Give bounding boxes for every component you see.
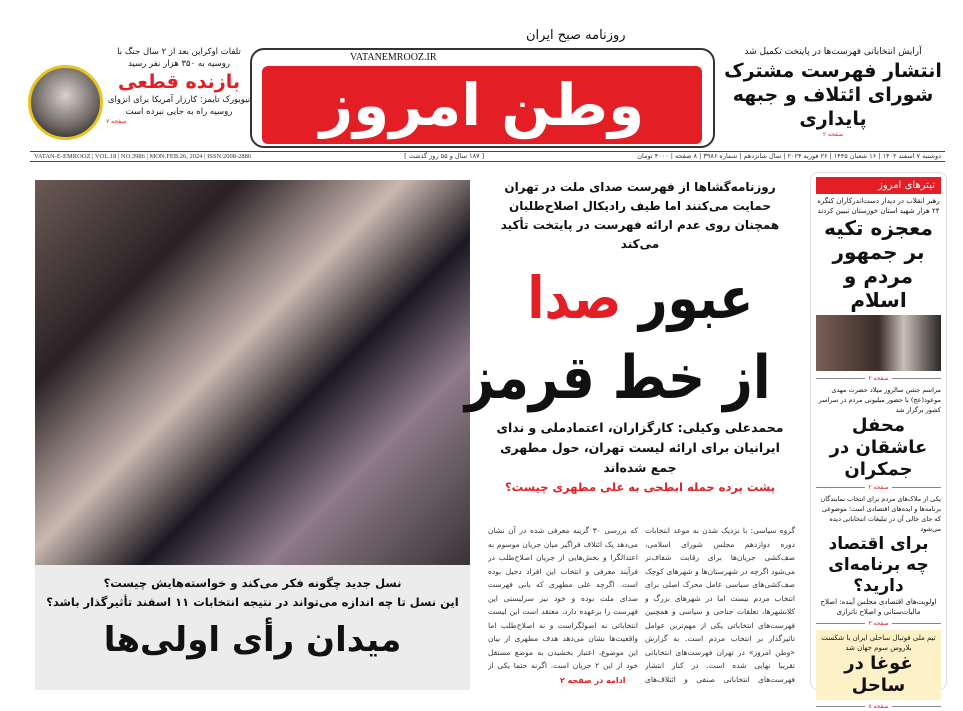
sidebar-headline-2[interactable]: محفل عاشقان در جمکران	[829, 415, 928, 480]
lead-photo	[35, 180, 470, 565]
page-ref: صفحه ۳	[868, 619, 889, 627]
divider	[816, 702, 941, 711]
issue-info-fa: دوشنبه ۷ اسفند ۱۴۰۲ | ۱۶ شعبان ۱۴۴۵ | ۲۶ فوریه ۲۰۲۴ | سال شانزدهم | شماره ۳۹۸۶ | ۸ صفحه | ۴۰۰۰ تومان	[637, 152, 941, 160]
sidebar-photo	[816, 315, 941, 371]
red-subhead: پشت پرده حمله ابطحی به علی مطهری چیست؟	[504, 480, 776, 494]
kicker: مراسم جشن سالروز میلاد حضرت مهدی موعود(عج) با حضور میلیونی مردم در سراسر کشور برگزار شد	[818, 386, 941, 414]
sidebar-headline-4: غوغا در ساحل	[844, 653, 913, 696]
headline-line2: از خط قرمز	[464, 343, 771, 413]
main-story[interactable]	[464, 178, 795, 496]
kicker: یکی از ملاک‌های مردم برای انتخاب نمایندگان برنامه‌ها و ایده‌های اقتصادی است؛ موضوعی که جای خالی آن در تبلیغات انتخاباتی دیده می‌شود	[820, 495, 941, 533]
issue-info-en: VATAN-E-EMROOZ | VOL.18 | NO.3986 | MON.FEB.26, 2024 | ISSN:2008-2886	[34, 153, 252, 160]
page-ref: صفحه ۷	[106, 118, 127, 125]
photo-story[interactable]	[35, 565, 470, 690]
newspaper-logo: وطن امروز	[262, 66, 702, 144]
sidebar-headline-1[interactable]: معجزه تکیه بر جمهور مردم و اسلام	[824, 216, 933, 312]
kicker: نسل جدید چگونه فکر می‌کند و خواسته‌هایش چیست؟	[103, 576, 402, 590]
subhead: اولویت‌های اقتصادی مجلس آینده: اصلاح مالیات‌ستانی و اصلاح ناترازی	[820, 598, 937, 616]
page-ref: صفحه ۲	[868, 483, 889, 491]
sidebar-headline-3[interactable]: برای اقتصاد چه برنامه‌ای دارید؟	[828, 534, 929, 596]
top-left-story[interactable]	[106, 46, 252, 126]
date-rule	[30, 151, 945, 162]
kicker: آرایش انتخاباتی فهرست‌ها در پایتخت تکمیل شد	[744, 47, 922, 57]
years-info: [ ۱۸۷ سال و ۵۵ روز گذشت ]	[404, 152, 485, 160]
headline-word: عبور	[638, 264, 753, 332]
website[interactable]: VATANEMROOZ.IR	[350, 52, 437, 63]
headline: انتشار فهرست مشترک شورای ائتلاف و جبهه پایداری	[724, 60, 942, 130]
kicker: روزنامه‌گشاها از فهرست صدای ملت در تهران حمایت می‌کنند اما طیف رادیکال اصلاح‌طلبان همچنان روی عدم ارائه فهرست در پایتخت تأکید می‌کند	[500, 180, 780, 251]
headline-red-word: صدا	[527, 264, 622, 332]
continue-ref[interactable]: ادامه در صفحه ۲	[560, 676, 626, 685]
body-column-1: گروه سیاسی: با نزدیک شدن به موعد انتخابات دوره دوازدهم مجلس شورای اسلامی، صف‌کشی جریان‌ها برای رقابت شفاف‌تر می‌شود اگرچه در شهرستان‌ها و شهرهای کوچک صف‌کشی‌های سیاسی عامل محرک اصلی برای انتخاب مردم نیست اما در شهرهای بزرگ و کلانشهرها، تعلقات جناحی و سیاسی و همچنین فهرست‌های انتخاباتی یکی از مهم‌ترین عوامل تاثیرگذار بر انتخاب مردم است. به گزارش «وطن امروز» در تهران فهرست‌های انتخاباتی تقریبا نهایی شده است. در کنار انتشار فهرست‌های انتخاباتی صنفی و ائتلاف‌های	[645, 526, 795, 684]
page-ref: صفحه ۸	[868, 702, 889, 710]
page-ref: صفحه ۲	[822, 131, 844, 138]
subhead: محمدعلی وکیلی: کارگزاران، اعتمادملی و ندای ایرانیان برای ارائه لیست تهران، حول مطهری جمع شده‌اند	[496, 420, 784, 475]
kicker: این نسل تا چه اندازه می‌تواند در نتیجه انتخابات ۱۱ اسفند تأثیرگذار باشد؟	[46, 595, 459, 609]
divider	[816, 619, 941, 628]
headline: بازنده قطعی	[117, 71, 241, 93]
portrait-photo	[28, 65, 103, 140]
divider	[816, 483, 941, 492]
subhead: نیویورک تایمز: کارزار آمریکا برای انزوای روسیه راه به جایی نبرده است	[107, 95, 251, 117]
sidebar-headlines	[810, 172, 947, 710]
body-column-2: که بررسی ۳۰ گزینه معرفی شده در آن نشان می‌دهد یک ائتلاف فراگیر میان جریان موسوم به اعتدالگرا و بخش‌هایی از جریان اصلاح‌طلب در فرآیند معرفی و انتخاب این افراد دخیل بوده است. اگرچه علی مطهری که بانی فهرست صدای ملت بوده و خود نیز سرلیستی این فهرست را برعهده دارد، معتقد است این لیست انتخاباتی نه اصولگراست و نه اصلاح‌طلب اما واقعیت‌ها نشان می‌دهد هدف مطهری از بیان این موضوع، اعتبار بخشیدن به موضع مستقل خود از این ۲ جریان است. اگرنه حتما یکی از	[488, 526, 638, 670]
headline: میدان رأی اولی‌ها	[103, 620, 402, 660]
todays-headlines-badge: تیترهای امروز	[816, 177, 941, 194]
kicker: تلفات اوکراین بعد از ۲ سال جنگ با روسیه به ۳۵۰ هزار نفر رسید	[117, 47, 241, 69]
kicker: رهبر انقلاب در دیدار دست‌اندرکاران کنگره ۲۴ هزار شهید استان خوزستان تبیین کردند	[817, 197, 940, 215]
divider	[816, 374, 941, 383]
page-ref: صفحه ۲	[868, 374, 889, 382]
tagline: روزنامه صبح ایران	[520, 28, 632, 44]
headline-line1	[485, 258, 795, 338]
top-right-story[interactable]	[718, 46, 948, 139]
kicker: تیم ملی فوتبال ساحلی ایران با شکست بلاروس سوم جهان شد	[821, 634, 936, 652]
